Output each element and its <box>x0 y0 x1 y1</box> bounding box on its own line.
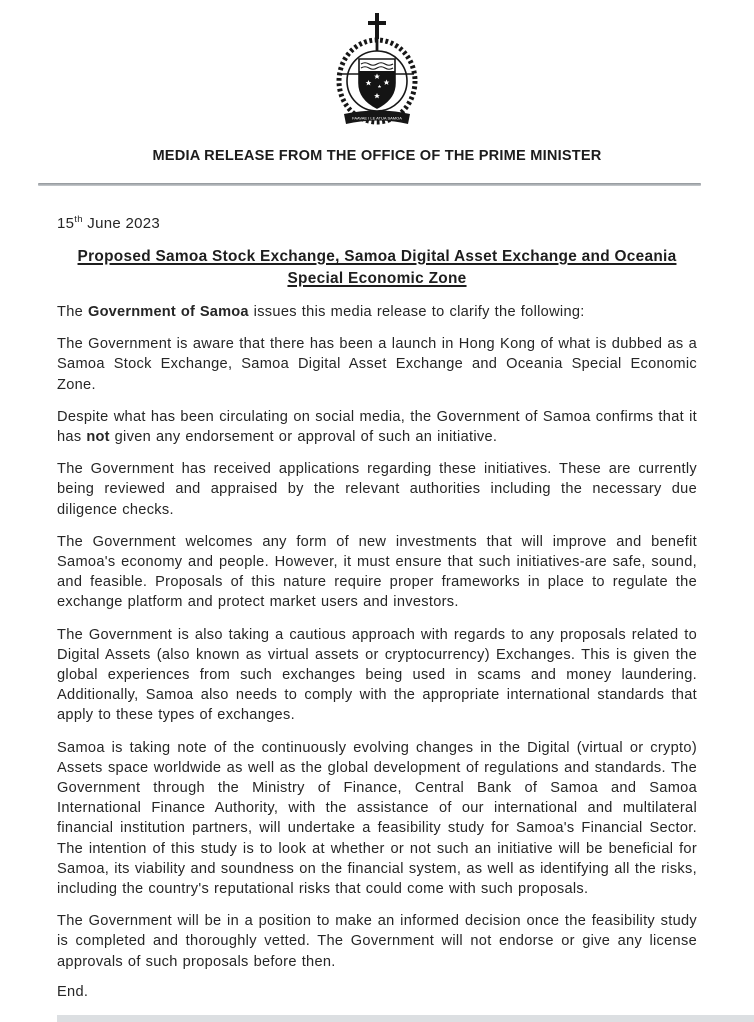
text-run: The Government is also taking a cautious approach with regards to any proposals related to Digital Assets (also known as virtual assets or cryptocurrency) Exchanges. This is given the global experiences from such exchanges being used in scams and money laundering. Additionally, Samoa also needs to comply with the appropriate international standards that apply to these types of exchanges. <box>57 626 697 724</box>
date-rest: June 2023 <box>82 215 161 232</box>
bold-text-run: Government of Samoa <box>88 304 249 320</box>
body-paragraph <box>57 407 697 447</box>
body-paragraph <box>57 625 697 726</box>
body-paragraph <box>57 738 697 900</box>
document-header-title: MEDIA RELEASE FROM THE OFFICE OF THE PRIME MINISTER <box>152 148 602 164</box>
release-date <box>57 214 697 232</box>
body <box>57 302 697 972</box>
bold-text-run: not <box>86 429 110 446</box>
body-paragraph <box>57 334 697 395</box>
body-paragraph <box>57 532 697 613</box>
date-ordinal: th <box>74 214 83 225</box>
body-paragraph <box>57 302 697 322</box>
text-run: The Government has received applications regarding these initiatives. These are currently being reviewed and appraised by the relevant authorities including the necessary due diligence checks. <box>57 461 697 518</box>
body-paragraph <box>57 459 697 520</box>
text-run: The Government is aware that there has been a launch in Hong Kong of what is dubbed as a Samoa Stock Exchange, Samoa Digital Asset Exchange and Oceania Special Economic Zone. <box>57 336 697 393</box>
body-paragraph <box>57 911 697 972</box>
bottom-cutoff-strip <box>57 1015 754 1022</box>
logo-container <box>57 12 697 135</box>
text-run: issues this media release to clarify the following: <box>248 304 585 320</box>
header-divider <box>38 183 701 186</box>
text-run: Samoa is taking note of the continuously evolving changes in the Digital (virtual or crypto) Assets space worldwide as well as the global development of regulations and standards. The Government through the Ministry of Finance, Central Bank of Samoa and Samoa International Finance Authority, with the assistance of our international and multilateral financial institution partners, will undertake a feasibility study for Samoa's Financial Sector. The intention of this study is to look at whether or not such an initiative will be beneficial for Samoa, its viability and soundness on the financial system, as well as identifying all the risks, including the country's reputational risks that could come with such proposals. <box>57 739 697 898</box>
document-headline: Proposed Samoa Stock Exchange, Samoa Digital Asset Exchange and Oceania Special Economic Zone <box>77 248 677 287</box>
text-run: given any endorsement or approval of such an initiative. <box>109 429 498 446</box>
motto-text: FAAVAE I LE ATUA SAMOA <box>352 115 402 121</box>
text-run: The Government welcomes any form of new investments that will improve and benefit Samoa's economy and people. However, it must ensure that such initiatives-are safe, sound, and feasible. Proposals of this nature require proper frameworks in place to regulate the exchange platform and protect market users and investors. <box>57 533 697 611</box>
samoa-coat-of-arms-icon <box>325 12 429 130</box>
text-run: The <box>57 304 89 320</box>
end-marker: End. <box>57 983 89 1000</box>
text-run: The Government will be in a position to make an informed decision once the feasibility study is completed and thoroughly vetted. The Government will not endorse or give any license approvals of such proposals before then. <box>57 913 697 970</box>
text-run: Despite what has been circulating on social media, the Government of Samoa confirms that it has <box>57 408 697 446</box>
date-day: 15 <box>57 215 75 232</box>
